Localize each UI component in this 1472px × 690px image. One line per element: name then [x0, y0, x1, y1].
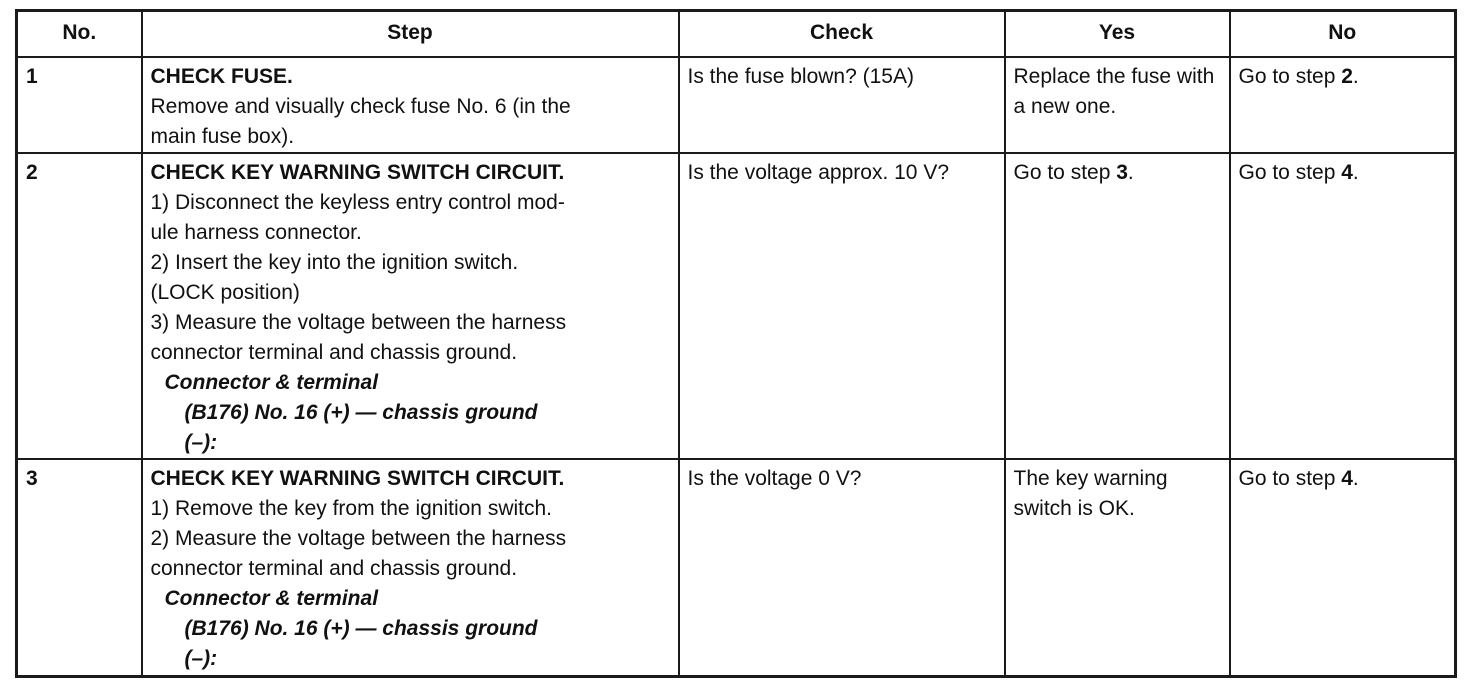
step-line: Remove and visually check fuse No. 6 (in the — [150, 95, 571, 118]
no-cell — [1230, 459, 1456, 677]
step-title: CHECK KEY WARNING SWITCH CIRCUIT. — [150, 467, 565, 490]
no-suffix: . — [1352, 65, 1359, 88]
header-no-result: No — [1230, 11, 1456, 58]
goto-step-link: 3 — [1116, 161, 1128, 184]
goto-step-link: 4 — [1341, 467, 1353, 490]
yes-cell: Replace the fuse with a new one. — [1005, 57, 1230, 153]
yes-prefix: Go to step — [1013, 161, 1117, 184]
step-cell — [142, 459, 679, 677]
header-yes: Yes — [1005, 11, 1230, 58]
check-cell: Is the voltage 0 V? — [679, 459, 1005, 677]
step-line: ule harness connector. — [150, 221, 362, 244]
no-cell — [1230, 57, 1456, 153]
connector-terminal: (B176) No. 16 (+) — chassis ground — [184, 401, 538, 424]
check-cell: Is the voltage approx. 10 V? — [679, 153, 1005, 459]
table-row — [17, 57, 1456, 153]
step-number: 1 — [17, 57, 142, 153]
no-prefix: Go to step — [1238, 65, 1342, 88]
yes-suffix: . — [1127, 161, 1134, 184]
header-no: No. — [17, 11, 142, 58]
no-prefix: Go to step — [1238, 467, 1342, 490]
diagnostic-table — [15, 9, 1457, 678]
yes-cell: The key warning switch is OK. — [1005, 459, 1230, 677]
step-line: 2) Insert the key into the ignition switch. — [150, 251, 519, 274]
step-cell — [142, 57, 679, 153]
step-line: 1) Remove the key from the ignition switch. — [150, 497, 553, 520]
step-title: CHECK KEY WARNING SWITCH CIRCUIT. — [150, 161, 565, 184]
step-line: connector terminal and chassis ground. — [150, 557, 518, 580]
header-step: Step — [142, 11, 679, 58]
connector-label: Connector & terminal — [164, 371, 379, 394]
step-line: main fuse box). — [150, 125, 295, 148]
step-line: 3) Measure the voltage between the harness — [150, 311, 567, 334]
header-check: Check — [679, 11, 1005, 58]
table-row — [17, 153, 1456, 459]
no-cell — [1230, 153, 1456, 459]
connector-terminal-cont: (–): — [184, 647, 218, 670]
connector-terminal: (B176) No. 16 (+) — chassis ground — [184, 617, 538, 640]
connector-label: Connector & terminal — [164, 587, 379, 610]
step-line: 1) Disconnect the keyless entry control mod- — [150, 191, 565, 214]
no-suffix: . — [1352, 467, 1359, 490]
step-line: connector terminal and chassis ground. — [150, 341, 518, 364]
goto-step-link: 2 — [1341, 65, 1353, 88]
step-number: 2 — [17, 153, 142, 459]
step-line: (LOCK position) — [150, 281, 300, 304]
table-row — [17, 459, 1456, 677]
header-row — [17, 11, 1456, 58]
step-line: 2) Measure the voltage between the harness — [150, 527, 567, 550]
step-title: CHECK FUSE. — [150, 65, 293, 88]
check-cell: Is the fuse blown? (15A) — [679, 57, 1005, 153]
step-cell — [142, 153, 679, 459]
goto-step-link: 4 — [1341, 161, 1353, 184]
connector-terminal-cont: (–): — [184, 431, 218, 454]
yes-cell — [1005, 153, 1230, 459]
step-number: 3 — [17, 459, 142, 677]
no-suffix: . — [1352, 161, 1359, 184]
no-prefix: Go to step — [1238, 161, 1342, 184]
